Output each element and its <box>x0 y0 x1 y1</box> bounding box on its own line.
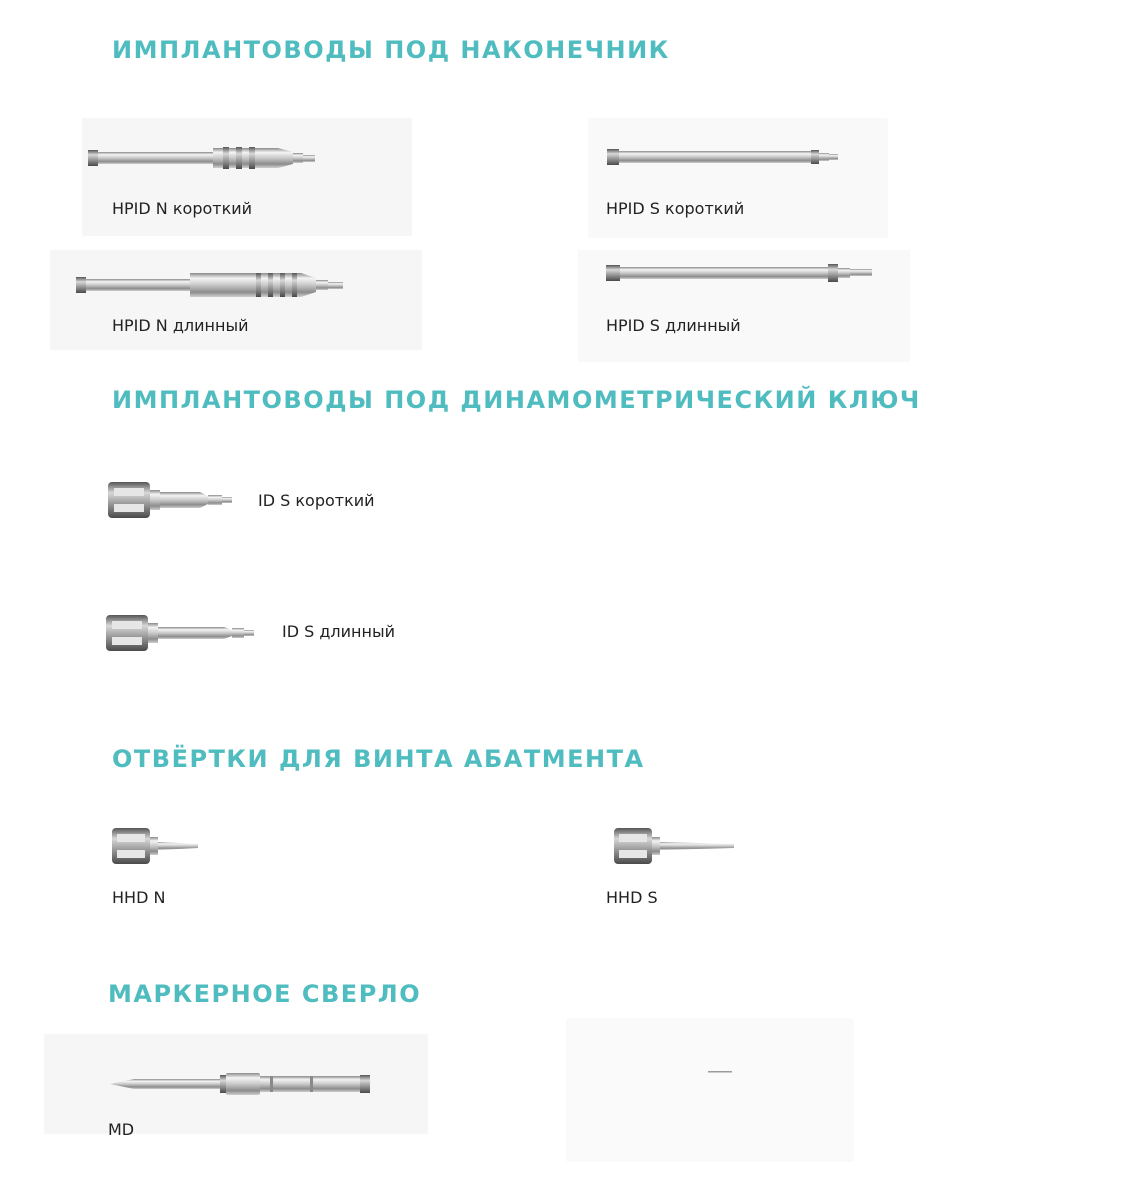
hex-screwdriver-icon <box>614 826 738 866</box>
product-label: HPID N короткий <box>112 199 253 218</box>
product-label: ID S короткий <box>258 491 375 510</box>
product-label: HHD S <box>606 888 658 907</box>
product-label: ID S длинный <box>282 622 396 641</box>
product-photo-background <box>82 118 412 236</box>
implant-driver-handpiece-icon <box>606 261 876 285</box>
implant-driver-handpiece-icon <box>607 146 839 168</box>
product-label: MD <box>108 1120 135 1139</box>
product-label: HPID N длинный <box>112 316 249 335</box>
implant-driver-wrench-icon <box>108 480 234 520</box>
implant-driver-handpiece-icon <box>76 268 346 302</box>
product-label: HPID S длинный <box>606 316 741 335</box>
product-label: HHD N <box>112 888 166 907</box>
section-title-screwdrivers: ОТВЁРТКИ ДЛЯ ВИНТА АБАТМЕНТА <box>112 745 645 773</box>
section-title-torque: ИМПЛАНТОВОДЫ ПОД ДИНАМОМЕТРИЧЕСКИЙ КЛЮЧ <box>112 386 921 414</box>
implant-driver-handpiece-icon <box>88 143 318 173</box>
product-photo-background <box>588 118 888 238</box>
marker-drill-icon <box>110 1070 372 1098</box>
implant-driver-wrench-icon <box>106 614 256 652</box>
section-title-marker: МАРКЕРНОЕ СВЕРЛО <box>108 980 422 1008</box>
divider <box>708 1071 732 1073</box>
product-label: HPID S короткий <box>606 199 745 218</box>
product-photo-background <box>566 1018 854 1162</box>
hex-screwdriver-icon <box>112 826 202 866</box>
section-title-handpiece: ИМПЛАНТОВОДЫ ПОД НАКОНЕЧНИК <box>112 36 670 64</box>
